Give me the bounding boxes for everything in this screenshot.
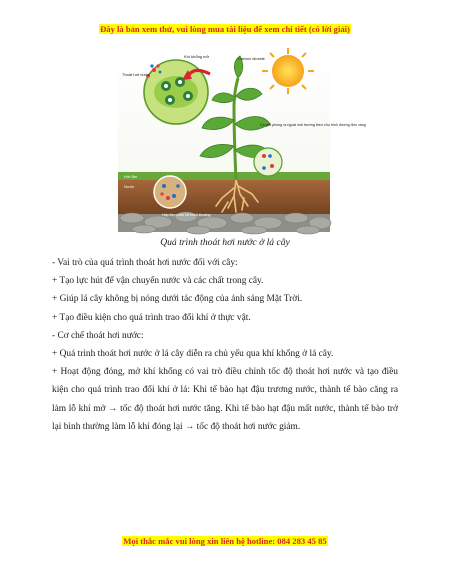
label-transpiration: Thoát hơi nước [122,72,150,77]
root-zoom-circle [154,176,186,208]
preview-notice [0,24,450,34]
label-o2-note: Có giải phóng ra ngoài môi trường theo chu trình đường đơn vàng [260,123,366,127]
stem-zoom-circle [254,148,282,176]
paragraph-role-2: + Giúp lá cây không bị nóng dưới tác động của ánh sáng Mặt Trời. [52,294,303,305]
label-stomata: Khí khổng mở [184,54,210,59]
preview-notice-text: Đây là bản xem thử, vui lòng mua tài liệu để xem chi tiết (có lời giải) [100,24,350,34]
figure-caption: Quá trình thoát hơi nước ở lá cây [160,237,290,248]
body-text [52,254,398,436]
label-co2: Carbon dioxide [238,56,265,61]
transpiration-illustration [118,46,366,232]
plant-diagram [118,46,366,232]
paragraph-role-3: + Tạo điều kiện cho quá trình trao đổi khí ở thực vật. [52,312,251,323]
soil-layer [118,180,330,218]
paragraph-mechanism-1: + Quá trình thoát hơi nước ở lá cây diễn ra chủ yếu qua khí khổng ở lá cây. [52,349,334,360]
label-water: Nước [124,184,135,189]
label-absorption: Hấp thụ nước và muối khoáng [162,213,211,217]
hotline-notice-text: Mọi thắc mắc vui lòng xin liên hệ hotline: 084 283 45 85 [123,536,327,546]
label-moisture: Hơi ẩm [124,174,138,179]
paragraph-mechanism-heading: - Cơ chế thoát hơi nước: [52,330,144,341]
hotline-notice [0,536,450,546]
paragraph-role-1: + Tạo lực hút để vận chuyển nước và các chất trong cây. [52,276,264,287]
rock-layer [118,212,331,234]
paragraph-role-heading: - Vai trò của quá trình thoát hơi nước đối với cây: [52,258,238,268]
grass-strip [118,172,330,180]
paragraph-mechanism-2: + Hoạt động đóng, mở khí khổng có vai trò điều chỉnh tốc độ thoát hơi nước và tạo điều kiện cho quá trình trao đổi khí ở lá: Khi tế bào hạt đậu trương nước, thành tế bào căng ra làm lỗ khí mở → tốc độ thoát hơi nước tăng. Khi tế bào hạt đậu mất nước, thành tế bào trở lại bình thường làm lỗ khí đóng lại → tốc độ thoát hơi nước giảm. [52,367,398,432]
